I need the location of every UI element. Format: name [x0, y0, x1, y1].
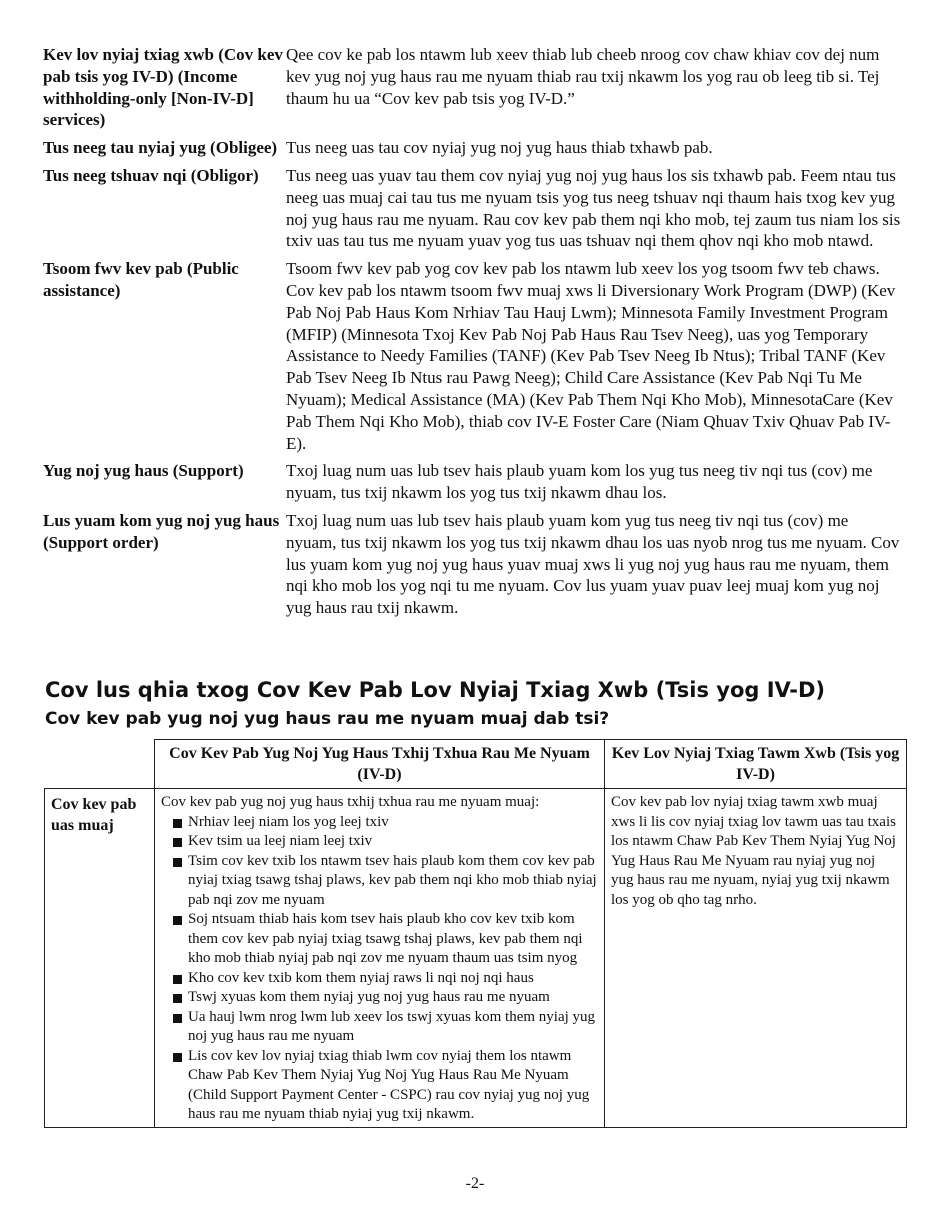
list-item: Kev tsim ua leej niam leej txiv: [188, 832, 598, 852]
section-subtitle: Cov kev pab yug noj yug haus rau me nyuam muaj dab tsi?: [45, 709, 610, 729]
glossary-row: [43, 460, 903, 504]
full-services-cell: [155, 789, 605, 1128]
table-header-full-services: Cov Kev Pab Yug Noj Yug Haus Txhij Txhua Rau Me Nyuam (IV-D): [155, 740, 605, 789]
table-row-label: Cov kev pab uas muaj: [45, 789, 155, 1128]
glossary-row: [43, 137, 903, 159]
withholding-only-cell: Cov kev pab lov nyiaj txiag tawm xwb muaj xws li lis cov nyiaj txiag lov tawm uas tau txais los ntawm Chaw Pab Kev Them Nyiaj Yug Noj Yug Haus Rau Me Nyuam rau nyiaj yug noj yug haus rau me nyuam, nyiaj yug txij nkawm los yog ob qho tag nrho.: [605, 789, 907, 1128]
list-item: Kho cov kev txib kom them nyiaj raws li nqi noj nqi haus: [188, 969, 598, 989]
table-header-row: [45, 740, 907, 789]
glossary-row: [43, 258, 903, 454]
glossary-row: [43, 510, 903, 619]
table-row: [45, 789, 907, 1128]
list-item: Tsim cov kev txib los ntawm tsev hais plaub kom them cov kev pab nyiaj txiag tsawg tshaj plaws, kev pab them nqi kho mob thiab nyiaj pab nqi zov me nyuam: [188, 852, 598, 911]
list-item: Ua hauj lwm nrog lwm lub xeev los tswj xyuas kom them nyiaj yug noj yug haus rau me nyuam: [188, 1008, 598, 1047]
list-item: Nrhiav leej niam los yog leej txiv: [188, 813, 598, 833]
full-services-intro: Cov kev pab yug noj yug haus txhij txhua rau me nyuam muaj:: [161, 794, 540, 810]
glossary-term: Tsoom fwv kev pab (Public assistance): [43, 259, 239, 300]
glossary-definition: Tsoom fwv kev pab yog cov kev pab los ntawm lub xeev los yog tsoom fwv teb chaws. Cov kev pab los ntawm tsoom fwv muaj xws li Diversionary Work Program (DWP) (Kev Pab Noj Pab Haus Kom Nrhiav Tau Hauj Lwm); Minnesota Family Investment Program (MFIP) (Minnesota Txoj Kev Pab Noj Pab Haus Rau Tsev Neeg), uas yog Temporary Assistance to Needy Families (TANF) (Kev Pab Tsev Neeg Ib Ntus); Tribal TANF (Kev Pab Tsev Neeg Ib Ntus rau Pawg Neeg); Child Care Assistance (Kev Pab Nqi Tu Me Nyuam); Medical Assistance (MA) (Kev Pab Them Nqi Kho Mob), MinnesotaCare (Kev Pab Them Nqi Kho Mob), thiab cov IV-E Foster Care (Niam Qhuav Txiv Qhuav Pab IV-E).: [286, 259, 896, 453]
table-header-blank: [45, 740, 155, 789]
glossary-term: Kev lov nyiaj txiag xwb (Cov kev pab tsis yog IV-D) (Income withholding-only [Non-IV-D] services): [43, 45, 283, 130]
glossary-term: Lus yuam kom yug noj yug haus (Support order): [43, 510, 280, 552]
glossary: [43, 44, 903, 625]
glossary-definition: Qee cov ke pab los ntawm lub xeev thiab lub cheeb nroog cov chaw khiav cov dej num kev yug noj yug haus rau me nyuam thiab rau txij nkawm los yog rau ob leeg tib si. Tej thaum hu ua “Cov kev pab tsis yog IV-D.”: [286, 45, 880, 108]
services-comparison-table: [44, 739, 907, 1128]
full-services-list: [161, 813, 598, 1125]
page-number: -2-: [465, 1175, 485, 1192]
table-header-withholding-only: Kev Lov Nyiaj Txiag Tawm Xwb (Tsis yog IV-D): [605, 740, 907, 789]
glossary-definition: Txoj luag num uas lub tsev hais plaub yuam kom yug tus neeg tiv nqi tus (cov) me nyuam, tus txij nkawm los yog tus txij nkawm dhau los uas nyob nrog tus me nyuam. Cov lus yuam kom yug noj yug haus yuav muaj xws li yug noj yug haus rau me nyuam, them nqi kho mob los yog nqi tu me nyuam. Cov lus yuam yuav puav leej muaj kom yug noj yug haus rau txij nkawm.: [286, 510, 900, 618]
glossary-term: Tus neeg tshuav nqi (Obligor): [43, 165, 259, 185]
glossary-definition: Tus neeg uas tau cov nyiaj yug noj yug haus thiab txhawb pab.: [286, 138, 713, 158]
glossary-term: Tus neeg tau nyiaj yug (Obligee): [43, 138, 278, 158]
glossary-definition: Tus neeg uas yuav tau them cov nyiaj yug noj yug haus los sis txhawb pab. Feem ntau tus neeg uas muaj cai tau tus me nyuam tsis yog tus neeg tshuav nqi thaum hais txog kev yug noj yug haus rau me nyuam. Rau cov kev pab them nqi kho mob, tej zaum tus niam los sis txiv uas tau tus me nyuam yuav yog tus uas tshuav nqi them qhov nqi kho mob ntawd.: [286, 165, 901, 251]
glossary-row: [43, 44, 903, 131]
glossary-definition: Txoj luag num uas lub tsev hais plaub yuam kom los yug tus neeg tiv nqi tus (cov) me nyuam, tus txij nkawm los yog tus txij nkawm dhau los.: [286, 461, 873, 503]
glossary-row: [43, 165, 903, 252]
list-item: Soj ntsuam thiab hais kom tsev hais plaub kho cov kev txib kom them cov kev pab nyiaj txiag tsawg tshaj plaws, kev pab them nqi kho mob thiab nyiaj pab nqi zov me nyuam thaum uas tsim nyog: [188, 910, 598, 969]
glossary-term: Yug noj yug haus (Support): [43, 461, 244, 481]
section-title: Cov lus qhia txog Cov Kev Pab Lov Nyiaj Txiag Xwb (Tsis yog IV-D): [45, 678, 825, 702]
list-item: Tswj xyuas kom them nyiaj yug noj yug haus rau me nyuam: [188, 988, 598, 1008]
list-item: Lis cov kev lov nyiaj txiag thiab lwm cov nyiaj them los ntawm Chaw Pab Kev Them Nyiaj Yug Noj Yug Haus Rau Me Nyuam (Child Support Payment Center - CSPC) rau cov nyiaj yug noj yug haus rau me nyuam thiab nyiaj yug txij nkawm.: [188, 1047, 598, 1125]
